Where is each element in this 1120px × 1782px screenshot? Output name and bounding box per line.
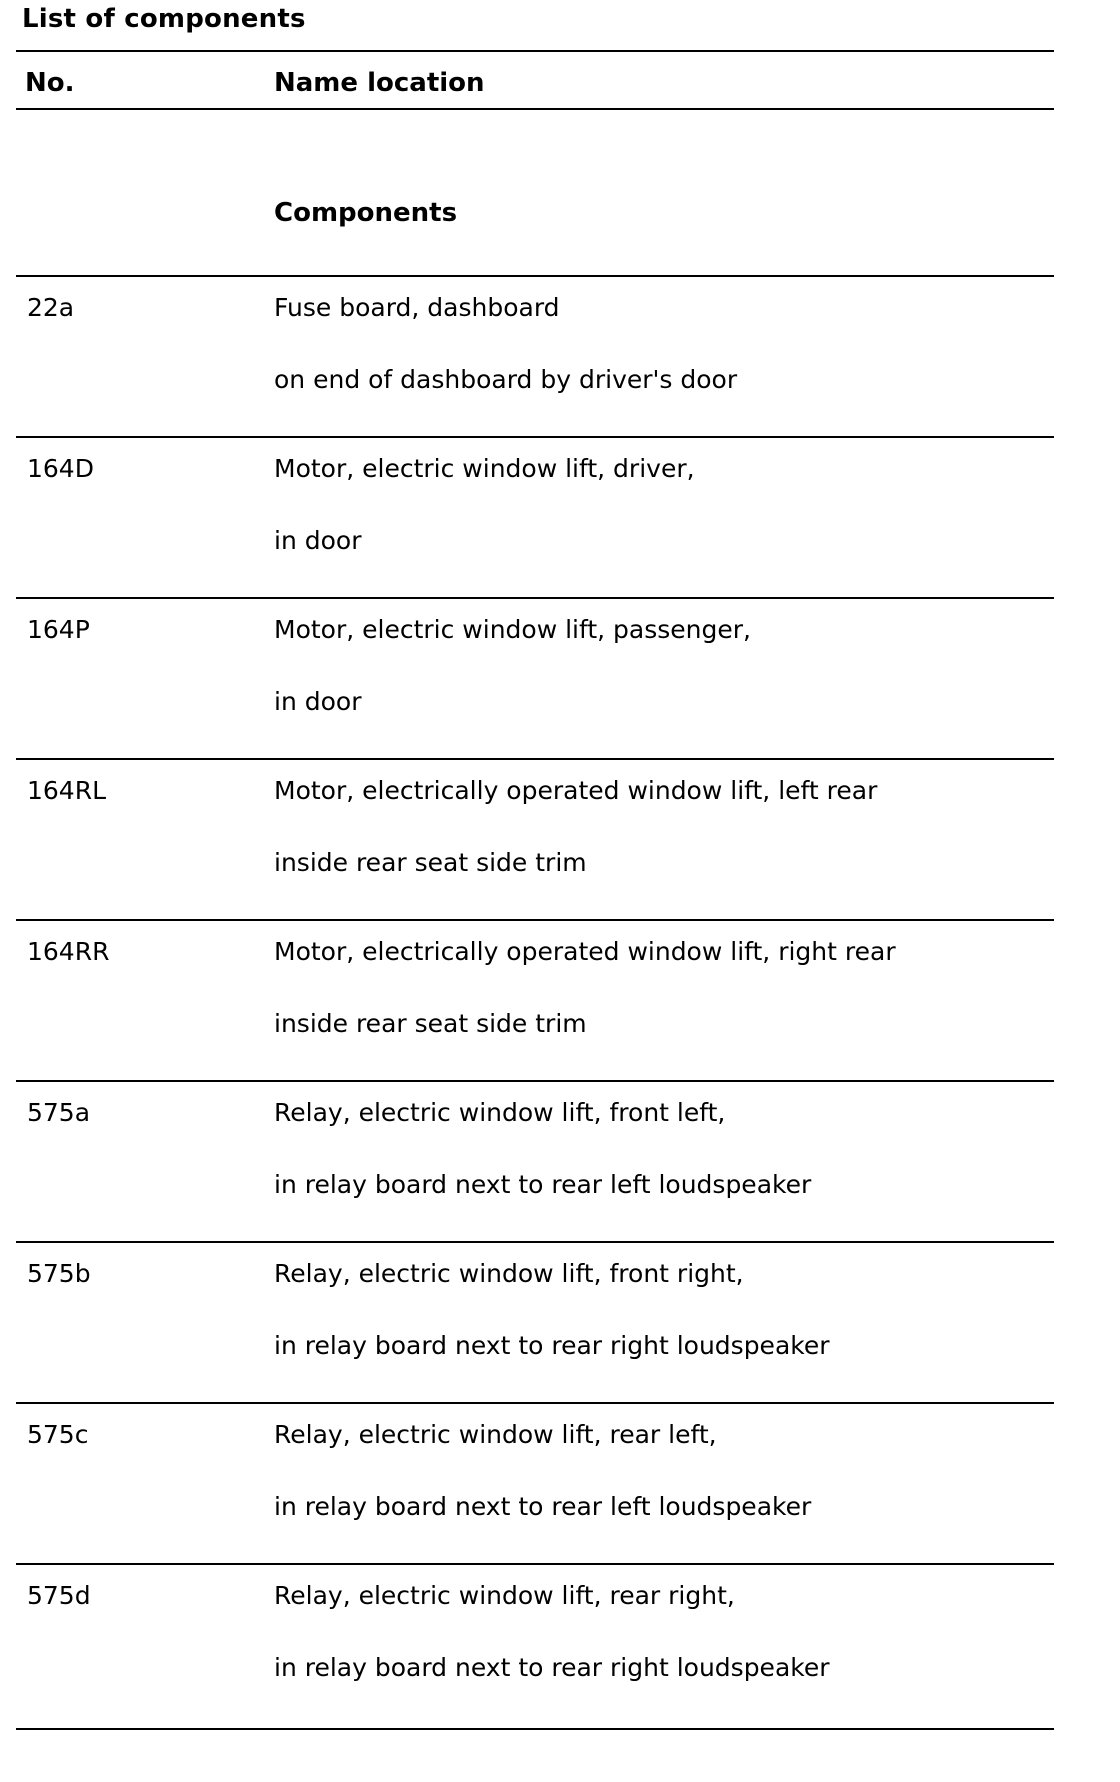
row-location: in relay board next to rear left loudspeaker: [274, 1492, 812, 1521]
table-row: [0, 275, 1120, 435]
row-location: in relay board next to rear right loudspeaker: [274, 1653, 830, 1682]
table-row: [0, 597, 1120, 757]
row-name: Motor, electric window lift, driver,: [274, 454, 695, 483]
header-name-location: Name location: [274, 68, 485, 98]
row-name: Relay, electric window lift, rear left,: [274, 1420, 717, 1449]
row-rule: [16, 1728, 1054, 1730]
row-number: 164RL: [27, 776, 107, 805]
row-location: in relay board next to rear right loudspeaker: [274, 1331, 830, 1360]
row-number: 575a: [27, 1098, 91, 1127]
row-number: 575c: [27, 1420, 89, 1449]
row-name: Relay, electric window lift, front left,: [274, 1098, 726, 1127]
table-row: [0, 758, 1120, 918]
table-row: [0, 436, 1120, 596]
row-location: on end of dashboard by driver's door: [274, 365, 738, 394]
row-number: 575d: [27, 1581, 91, 1610]
row-location: inside rear seat side trim: [274, 848, 587, 877]
header-no: No.: [25, 68, 75, 98]
row-name: Relay, electric window lift, front right,: [274, 1259, 744, 1288]
table-row: [0, 1402, 1120, 1562]
row-name: Motor, electric window lift, passenger,: [274, 615, 751, 644]
table-row: [0, 1080, 1120, 1240]
row-name: Relay, electric window lift, rear right,: [274, 1581, 735, 1610]
row-number: 164D: [27, 454, 94, 483]
title-rule: [16, 50, 1054, 52]
page-title: List of components: [22, 4, 306, 34]
row-location: in door: [274, 687, 362, 716]
row-number: 164RR: [27, 937, 110, 966]
row-number: 164P: [27, 615, 90, 644]
row-name: Fuse board, dashboard: [274, 293, 560, 322]
row-name: Motor, electrically operated window lift, right rear: [274, 937, 896, 966]
row-number: 22a: [27, 293, 75, 322]
table-row: [0, 919, 1120, 1079]
row-name: Motor, electrically operated window lift, left rear: [274, 776, 878, 805]
row-location: in relay board next to rear left loudspeaker: [274, 1170, 812, 1199]
row-number: 575b: [27, 1259, 91, 1288]
table-row: [0, 1563, 1120, 1723]
row-location: in door: [274, 526, 362, 555]
section-title: Components: [274, 198, 458, 228]
row-location: inside rear seat side trim: [274, 1009, 587, 1038]
table-row: [0, 1241, 1120, 1401]
header-rule: [16, 108, 1054, 110]
